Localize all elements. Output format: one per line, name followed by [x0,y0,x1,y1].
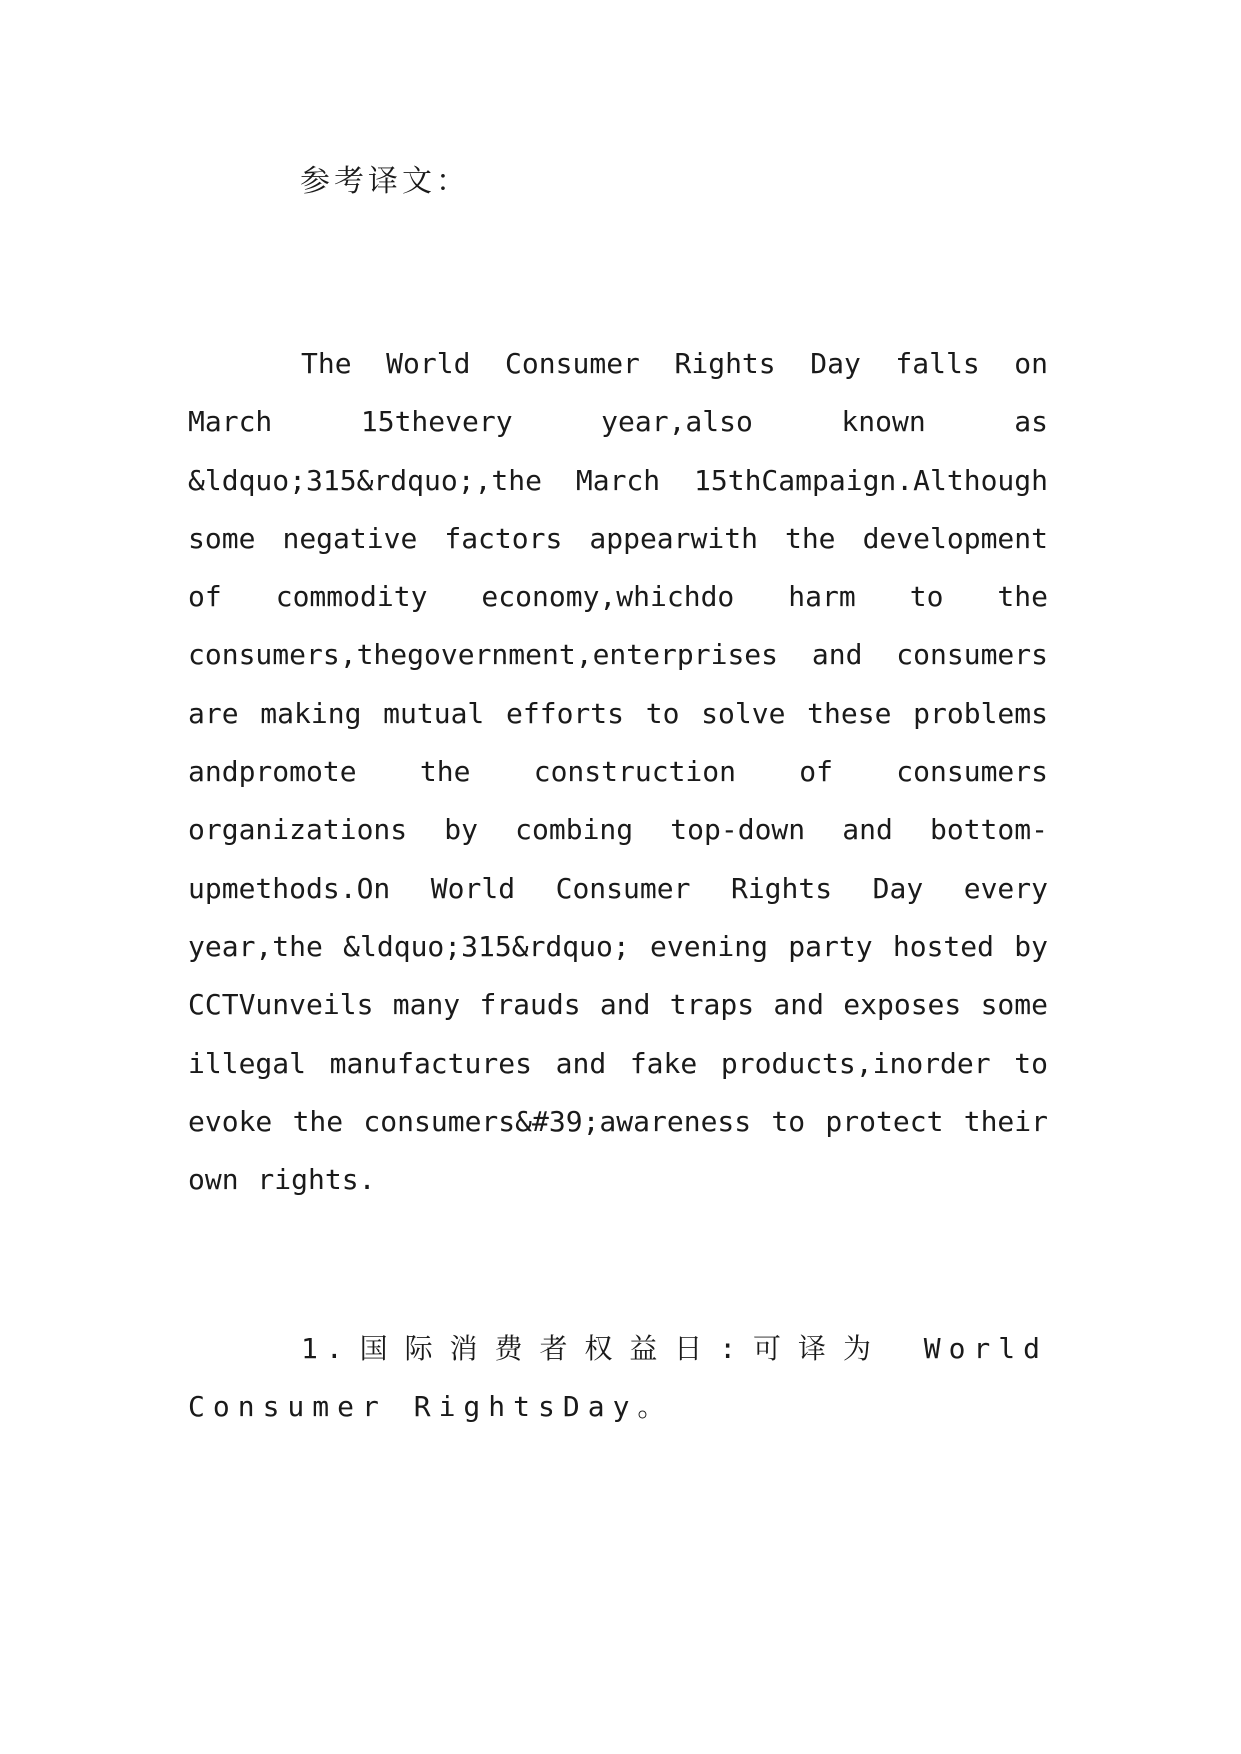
reference-translation-heading: 参考译文： [300,164,470,199]
translation-paragraph: The World Consumer Rights Day falls on March 15thevery year,also known as &ldquo;315&rdquo;,the March 15thCampaign.Although some negative factors appearwith the development of commodity economy,whichdo harm to the consumers,thegovernment,enterprises and consumers are making mutual efforts to solve these problems andpromote the construction of consumers organizations by combing top-down and bottom-upmethods.On World Consumer Rights Day every year,the &ldquo;315&rdquo; evening party hosted by CCTVunveils many frauds and traps and exposes some illegal manufactures and fake products,inorder to evoke the consumers&#39;awareness to protect their own rights. [188,347,1048,1197]
vocabulary-note-1: 1.国际消费者权益日:可译为 World Consumer RightsDay。 [188,1332,1048,1424]
